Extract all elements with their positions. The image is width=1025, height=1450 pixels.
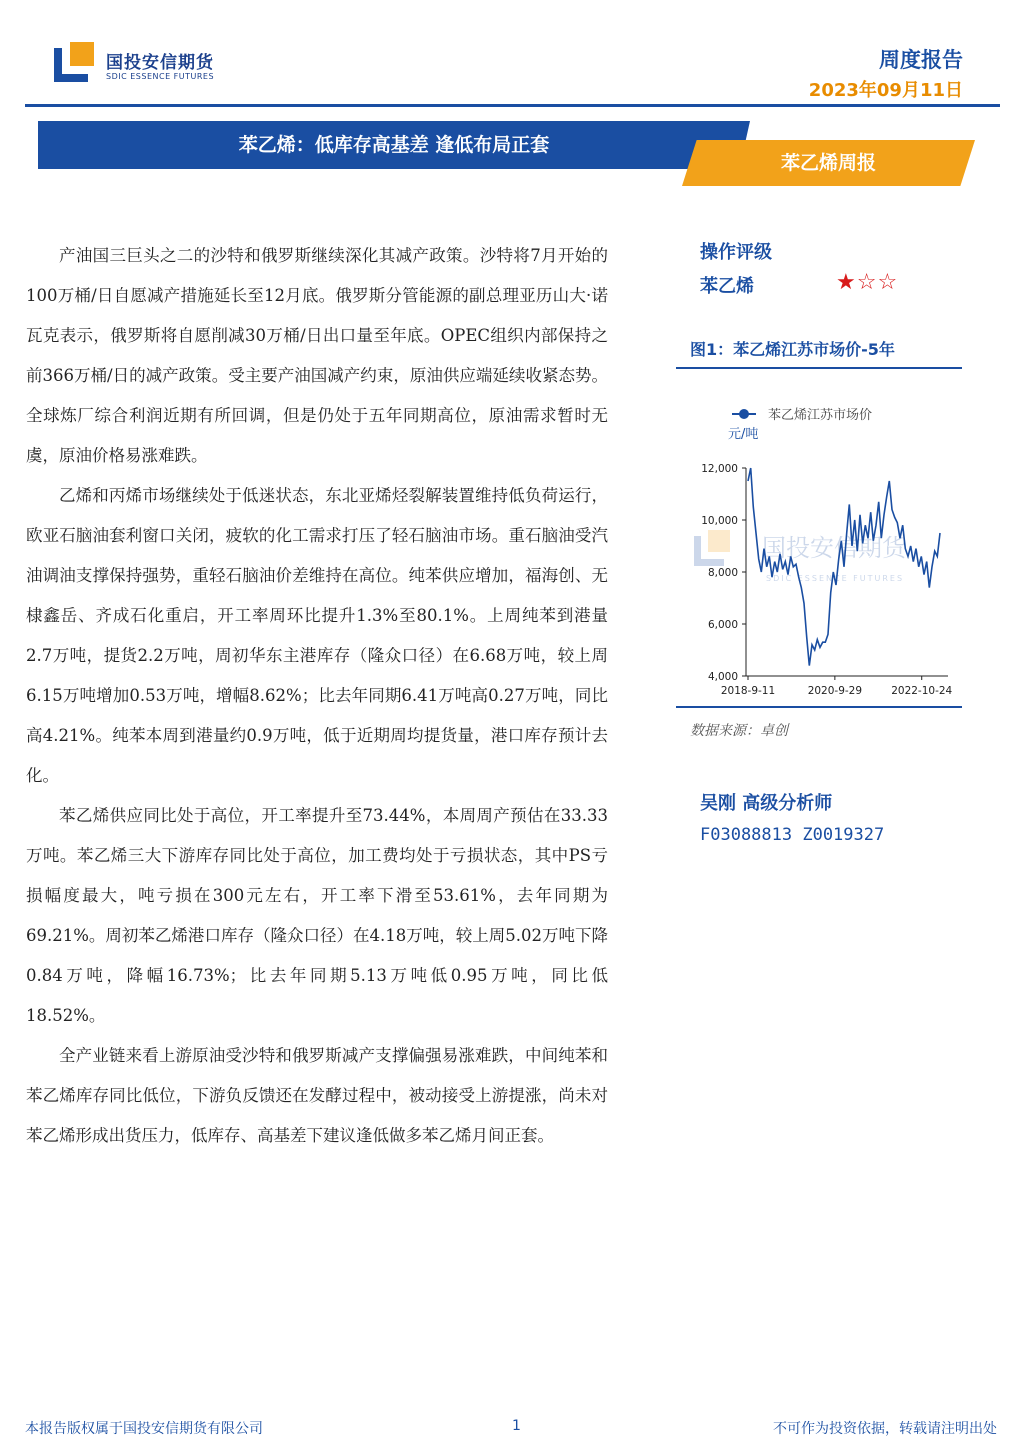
report-title: 苯乙烯：低库存高基差 逢低布局正套 [238, 134, 550, 156]
x-tick-label: 2020-9-29 [807, 685, 863, 697]
y-tick-label: 4,000 [707, 671, 738, 683]
y-tick-label: 8,000 [707, 567, 738, 579]
figure-bottom-rule [676, 706, 962, 708]
data-source: 数据来源：卓创 [690, 723, 788, 739]
report-tag: 苯乙烯周报 [780, 152, 876, 174]
chart-legend [732, 407, 872, 423]
legend-label: 苯乙烯江苏市场价 [768, 408, 873, 423]
analyst-license-ids: F03088813 Z0019327 [700, 825, 885, 845]
body-paragraph: 苯乙烯供应同比处于高位，开工率提升至73.44%，本周周产预估在33.33万吨。苯乙烯三大下游库存同比处于高位，加工费均处于亏损状态，其中PS亏损幅度最大，吨亏损在300元左右，开工率下滑至53.61%，去年同期为69.21%。周初苯乙烯港口库存（隆众口径）在4.18万吨，较上周5.02万吨下降0.84万吨，降幅16.73%；比去年同期5.13万吨低0.95万吨，同比低18.52%。 [26, 806, 608, 1025]
rating-title: 操作评级 [700, 242, 772, 263]
y-tick-label: 12,000 [701, 463, 738, 475]
x-tick-label: 2022-10-24 [891, 685, 953, 697]
company-logo [54, 42, 234, 88]
watermark-text-en: SDIC ESSENCE FUTURES [766, 574, 905, 583]
logo-name-cn: 国投安信期货 [106, 53, 214, 73]
figure-title: 图1：苯乙烯江苏市场价-5年 [690, 340, 895, 359]
x-tick-label: 2018-9-11 [720, 685, 776, 697]
logo-name-en: SDIC ESSENCE FUTURES [106, 72, 215, 81]
body-paragraph: 乙烯和丙烯市场继续处于低迷状态，东北亚烯烃裂解装置维持低负荷运行，欧亚石脑油套利窗口关闭，疲软的化工需求打压了轻石脑油市场。重石脑油受汽油调油支撑保持强势，重轻石脑油价差维持在高位。纯苯供应增加，福海创、无棣鑫岳、齐成石化重启，开工率周环比提升1.3%至80.1%。上周纯苯到港量2.7万吨，提货2.2万吨，周初华东主港库存（隆众口径）在6.68万吨，较上周6.15万吨增加0.53万吨，增幅8.62%；比去年同期6.41万吨高0.27万吨，同比高4.21%。纯苯本周到港量约0.9万吨，低于近期周均提货量，港口库存预计去化。 [26, 486, 608, 785]
legend-marker [739, 409, 749, 419]
rating-item-label: 苯乙烯 [700, 276, 754, 297]
report-body [26, 236, 608, 1156]
footer-copyright: 本报告版权属于国投安信期货有限公司 [25, 1421, 263, 1437]
footer-disclaimer: 不可作为投资依据，转载请注明出处 [773, 1421, 997, 1437]
y-axis-label: 元/吨 [728, 427, 759, 442]
price-chart [680, 396, 960, 702]
y-tick-label: 10,000 [701, 515, 738, 527]
report-type: 周度报告 [879, 48, 963, 72]
analyst-name: 吴刚 高级分析师 [700, 793, 833, 814]
rating-stars: ★☆☆ [836, 270, 899, 295]
watermark-text: 国投安信期货 [762, 534, 906, 562]
series-line [748, 468, 940, 666]
report-date: 2023年09月11日 [808, 80, 963, 101]
page-number: 1 [512, 1418, 521, 1434]
y-tick-label: 6,000 [707, 619, 738, 631]
header-divider [25, 104, 1000, 107]
body-paragraph: 全产业链来看上游原油受沙特和俄罗斯减产支撑偏强易涨难跌，中间纯苯和苯乙烯库存同比低位，下游负反馈还在发酵过程中，被动接受上游提涨，尚未对苯乙烯形成出货压力，低库存、高基差下建议逢低做多苯乙烯月间正套。 [26, 1046, 608, 1145]
figure-top-rule [676, 367, 962, 369]
body-paragraph: 产油国三巨头之二的沙特和俄罗斯继续深化其减产政策。沙特将7月开始的100万桶/日自愿减产措施延长至12月底。俄罗斯分管能源的副总理亚历山大·诺瓦克表示，俄罗斯将自愿削减30万桶/日出口量至年底。OPEC组织内部保持之前366万桶/日的减产政策。受主要产油国减产约束，原油供应端延续收紧态势。全球炼厂综合利润近期有所回调，但是仍处于五年同期高位，原油需求暂时无虞，原油价格易涨难跌。 [26, 246, 608, 465]
logo-mark-icon [54, 42, 94, 82]
